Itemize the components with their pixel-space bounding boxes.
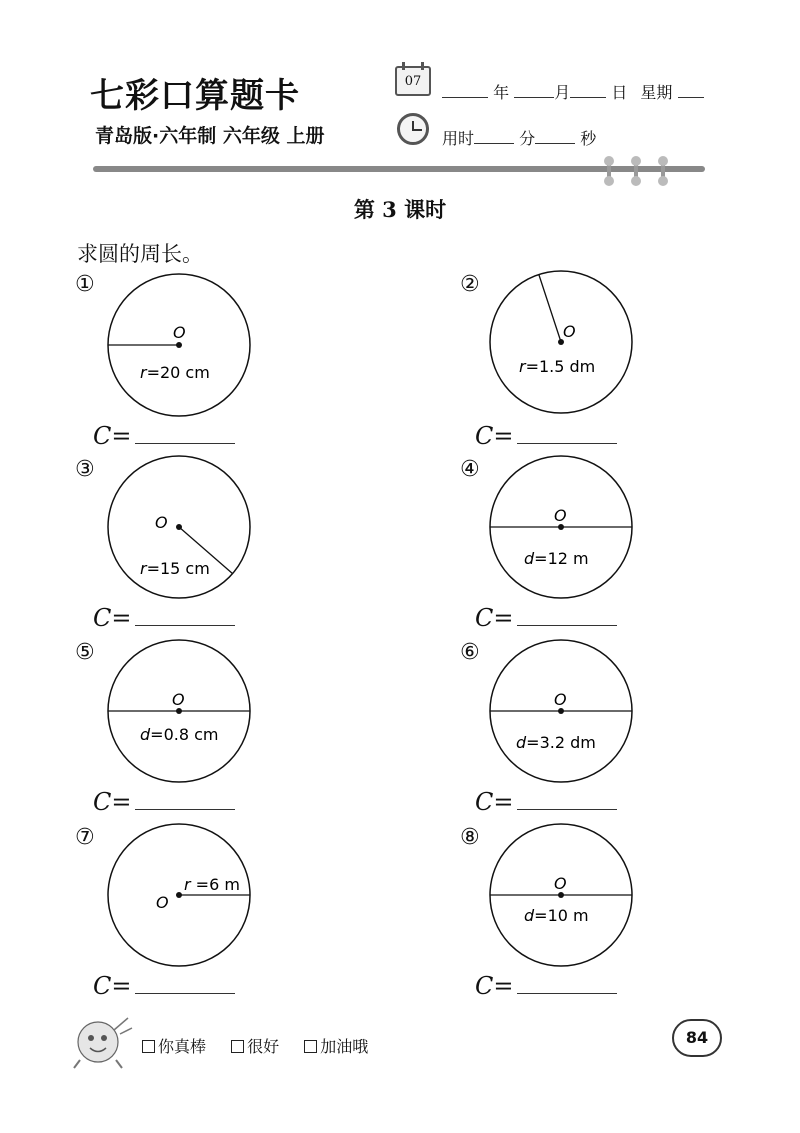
circle-figure-2 bbox=[483, 270, 643, 426]
mascot-illustration-icon bbox=[70, 1010, 136, 1070]
second-label: 秒 bbox=[580, 129, 597, 148]
problem-number-5: ⑤ bbox=[75, 640, 95, 665]
ring-binder-icon bbox=[634, 160, 638, 182]
problem-number-4: ④ bbox=[460, 457, 480, 482]
measure-label: d=3.2 dm bbox=[516, 733, 596, 752]
circle-figure-4 bbox=[483, 452, 643, 608]
second-blank[interactable] bbox=[535, 129, 575, 144]
brand-title: 七彩口算题卡 bbox=[90, 76, 300, 116]
answer-line-1: C= bbox=[93, 422, 235, 450]
answer-blank[interactable] bbox=[517, 809, 617, 810]
self-evaluation bbox=[142, 1034, 388, 1057]
lesson-title: 第 3 课时 bbox=[353, 197, 447, 222]
day-label: 日 bbox=[611, 83, 628, 102]
answer-blank[interactable] bbox=[517, 443, 617, 444]
year-label: 年 bbox=[493, 83, 510, 102]
circle-figure-6 bbox=[483, 636, 643, 792]
center-dot bbox=[176, 342, 182, 348]
instruction-prompt: 求圆的周长。 bbox=[77, 242, 203, 266]
center-label: O bbox=[554, 874, 567, 893]
answer-line-7: C= bbox=[93, 972, 235, 1000]
answer-blank[interactable] bbox=[517, 625, 617, 626]
checkbox bbox=[142, 1040, 155, 1053]
measure-label: d=0.8 cm bbox=[140, 725, 219, 744]
circle-figure-1 bbox=[100, 270, 260, 426]
center-label: O bbox=[554, 506, 567, 525]
page-number: 84 bbox=[672, 1019, 722, 1057]
problem-number-6: ⑥ bbox=[460, 640, 480, 665]
calendar-icon bbox=[395, 66, 431, 96]
circle-figure-3 bbox=[100, 452, 260, 608]
radius-line bbox=[539, 275, 561, 342]
answer-line-4: C= bbox=[475, 604, 617, 632]
measure-label: d=10 m bbox=[524, 906, 589, 925]
measure-label: r =6 m bbox=[184, 875, 240, 894]
edition-label: 青岛版·六年制 六年级 上册 bbox=[95, 125, 325, 147]
date-fill-line bbox=[442, 80, 704, 103]
center-dot bbox=[176, 524, 182, 530]
answer-line-5: C= bbox=[93, 788, 235, 816]
month-label: 月 bbox=[554, 83, 571, 102]
problem-number-2: ② bbox=[460, 272, 480, 297]
problem-number-3: ③ bbox=[75, 457, 95, 482]
circle-figure-8 bbox=[483, 820, 643, 976]
answer-blank[interactable] bbox=[135, 625, 235, 626]
time-fill-line bbox=[442, 126, 596, 149]
center-label: O bbox=[155, 513, 168, 532]
center-label: O bbox=[563, 322, 576, 341]
year-blank[interactable] bbox=[442, 83, 488, 98]
minute-blank[interactable] bbox=[474, 129, 514, 144]
check-item-good[interactable]: 很好 bbox=[231, 1037, 279, 1056]
center-label: O bbox=[156, 893, 169, 912]
month-blank[interactable] bbox=[514, 83, 554, 98]
answer-blank[interactable] bbox=[135, 809, 235, 810]
checkbox bbox=[304, 1040, 317, 1053]
circle-figure-5 bbox=[100, 636, 260, 792]
center-label: O bbox=[554, 690, 567, 709]
problem-number-1: ① bbox=[75, 272, 95, 297]
answer-line-6: C= bbox=[475, 788, 617, 816]
calendar-number: 07 bbox=[404, 74, 422, 89]
clock-icon bbox=[397, 113, 429, 145]
ring-binder-icon bbox=[607, 160, 611, 182]
measure-label: d=12 m bbox=[524, 549, 589, 568]
problem-number-8: ⑧ bbox=[460, 825, 480, 850]
answer-line-2: C= bbox=[475, 422, 617, 450]
minute-label: 分 bbox=[519, 129, 536, 148]
weekday-label: 星期 bbox=[640, 83, 673, 102]
check-item-keep-trying[interactable]: 加油哦 bbox=[304, 1037, 368, 1056]
answer-line-8: C= bbox=[475, 972, 617, 1000]
ring-binder-icon bbox=[661, 160, 665, 182]
measure-label: r=1.5 dm bbox=[519, 357, 596, 376]
answer-blank[interactable] bbox=[517, 993, 617, 994]
checkbox bbox=[231, 1040, 244, 1053]
time-prefix-label: 用时 bbox=[442, 129, 475, 148]
answer-blank[interactable] bbox=[135, 993, 235, 994]
check-item-great[interactable]: 你真棒 bbox=[142, 1037, 206, 1056]
answer-line-3: C= bbox=[93, 604, 235, 632]
center-label: O bbox=[172, 690, 185, 709]
problem-number-7: ⑦ bbox=[75, 825, 95, 850]
header-divider bbox=[93, 166, 705, 172]
circle-figure-7 bbox=[100, 820, 260, 976]
weekday-blank[interactable] bbox=[678, 83, 704, 98]
answer-blank[interactable] bbox=[135, 443, 235, 444]
measure-label: r=15 cm bbox=[140, 559, 210, 578]
center-label: O bbox=[173, 323, 186, 342]
center-dot bbox=[176, 892, 182, 898]
measure-label: r=20 cm bbox=[140, 363, 210, 382]
day-blank[interactable] bbox=[570, 83, 606, 98]
